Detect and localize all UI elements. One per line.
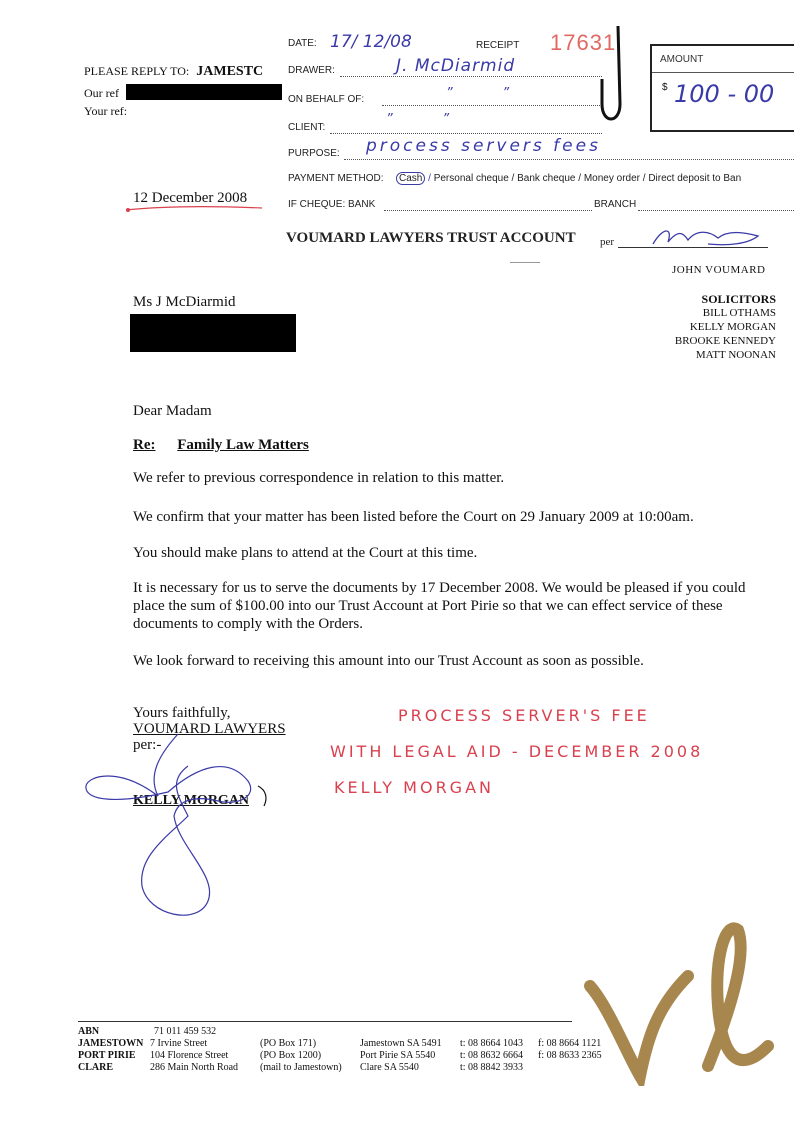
office-po: (mail to Jamestown) xyxy=(260,1062,342,1073)
date-value: 17/ 12/08 xyxy=(330,32,412,52)
subject-line xyxy=(133,436,309,454)
closing: Yours faithfully, xyxy=(133,705,231,721)
office-town: Clare SA 5540 xyxy=(360,1062,419,1073)
office-town: Port Pirie SA 5540 xyxy=(360,1050,436,1061)
re-label: Re: xyxy=(133,437,156,453)
paragraph: It is necessary for us to serve the documents by 17 December 2008. We would be pleased if you could place the sum of $100.00 into our Trust Account at Port Pirie so that we can effect service of these documents to comply with the Orders. xyxy=(133,580,746,632)
client-value: ” ” xyxy=(386,112,450,127)
drawer-line xyxy=(340,76,602,77)
signatory-name: KELLY MORGAN xyxy=(133,793,250,808)
solicitor-name: BROOKE KENNEDY xyxy=(674,335,776,347)
annotation-line-1: PROCESS SERVER'S FEE xyxy=(398,706,650,725)
per-label: per xyxy=(600,236,615,248)
cheque-label: IF CHEQUE: BANK xyxy=(288,199,376,210)
abn-label: ABN xyxy=(78,1026,100,1037)
purpose-label: PURPOSE: xyxy=(288,148,340,159)
office-tel: t: 08 8842 3933 xyxy=(460,1062,524,1073)
office-tel: t: 08 8632 6664 xyxy=(460,1050,524,1061)
receipt-number: 17631 xyxy=(550,30,617,55)
on-behalf-value: ” ” xyxy=(446,86,510,101)
date-underline-mark xyxy=(124,204,264,214)
drawer-value: J. McDiarmid xyxy=(396,56,516,76)
on-behalf-label: ON BEHALF OF: xyxy=(288,94,365,105)
receipt-signature xyxy=(648,222,768,252)
payment-option-cash: Cash xyxy=(396,172,425,185)
office-street: 286 Main North Road xyxy=(150,1062,239,1073)
footer-rule xyxy=(78,1021,572,1022)
cheque-branch-line xyxy=(638,210,794,211)
firm-principal: JOHN VOUMARD xyxy=(672,264,766,276)
payment-label: PAYMENT METHOD: xyxy=(288,173,384,184)
reply-to xyxy=(84,64,263,80)
on-behalf-line xyxy=(382,105,602,106)
signature xyxy=(78,726,288,926)
office-name: PORT PIRIE xyxy=(78,1050,136,1061)
branch-label: BRANCH xyxy=(594,199,637,210)
letter-date: 12 December 2008 xyxy=(133,190,248,206)
your-ref-label: Your ref: xyxy=(84,104,128,118)
annotation-line-2: WITH LEGAL AID - DECEMBER 2008 xyxy=(330,742,704,761)
trust-account-label: VOUMARD LAWYERS TRUST ACCOUNT xyxy=(286,230,576,246)
office-street: 104 Florence Street xyxy=(150,1050,229,1061)
solicitor-name: MATT NOONAN xyxy=(695,349,776,361)
client-line xyxy=(330,133,602,134)
purpose-line xyxy=(344,159,794,160)
client-label: CLIENT: xyxy=(288,122,326,133)
our-ref-redaction xyxy=(126,84,282,100)
payment-option-personal-cheque: Personal cheque xyxy=(433,173,509,184)
office-fax: f: 08 8664 1121 xyxy=(538,1038,602,1049)
office-tel: t: 08 8664 1043 xyxy=(460,1038,524,1049)
amount-value: 100 - 00 xyxy=(674,80,775,108)
amount-box xyxy=(650,44,794,132)
office-po: (PO Box 1200) xyxy=(260,1050,322,1061)
drawer-label: DRAWER: xyxy=(288,65,335,76)
reply-to-value: JAMESTC xyxy=(196,64,264,79)
paragraph: We look forward to receiving this amount into our Trust Account as soon as possible. xyxy=(133,653,644,669)
payment-option-bank-cheque: Bank cheque xyxy=(517,173,576,184)
receipt-label: RECEIPT xyxy=(476,40,520,51)
our-ref-label: Our ref xyxy=(84,86,119,100)
reply-to-label: PLEASE REPLY TO: xyxy=(84,64,190,78)
re-subject: Family Law Matters xyxy=(177,437,309,453)
annotation-line-3: KELLY MORGAN xyxy=(334,778,494,797)
purpose-value: process servers fees xyxy=(366,136,601,156)
header-rule xyxy=(510,262,540,263)
per-text: per:- xyxy=(133,737,162,753)
amount-divider xyxy=(652,72,794,73)
amount-label: AMOUNT xyxy=(660,54,704,65)
amount-currency: $ xyxy=(662,82,668,93)
solicitors-list xyxy=(675,292,776,362)
abn-value: 71 011 459 532 xyxy=(154,1026,217,1037)
paragraph: We confirm that your matter has been listed before the Court on 29 January 2009 at 10:00am. xyxy=(133,509,694,525)
office-fax: f: 08 8633 2365 xyxy=(538,1050,602,1061)
date-label: DATE: xyxy=(288,38,317,49)
salutation: Dear Madam xyxy=(133,403,212,419)
solicitor-name: KELLY MORGAN xyxy=(689,321,776,333)
payment-options: Cash / Personal cheque / Bank cheque / Money order / Direct deposit to Ban xyxy=(396,173,741,184)
office-name: CLARE xyxy=(78,1062,114,1073)
recipient-address-redaction xyxy=(130,314,296,352)
payment-option-money-order: Money order xyxy=(583,173,640,184)
payment-option-direct-deposit: Direct deposit to Ban xyxy=(648,173,742,184)
cheque-bank-line xyxy=(384,210,592,211)
office-po: (PO Box 171) xyxy=(260,1038,317,1049)
office-name: JAMESTOWN xyxy=(78,1038,144,1049)
paragraph: You should make plans to attend at the Court at this time. xyxy=(133,545,478,561)
office-street: 7 Irvine Street xyxy=(150,1038,208,1049)
firm-name: VOUMARD LAWYERS xyxy=(133,721,286,737)
paper-clip-mark xyxy=(598,24,628,134)
initials-mark xyxy=(578,916,778,1086)
solicitors-heading: SOLICITORS xyxy=(701,292,776,306)
recipient-name: Ms J McDiarmid xyxy=(133,294,236,310)
office-town: Jamestown SA 5491 xyxy=(360,1038,442,1049)
solicitor-name: BILL OTHAMS xyxy=(702,307,776,319)
paragraph: We refer to previous correspondence in relation to this matter. xyxy=(133,470,505,486)
